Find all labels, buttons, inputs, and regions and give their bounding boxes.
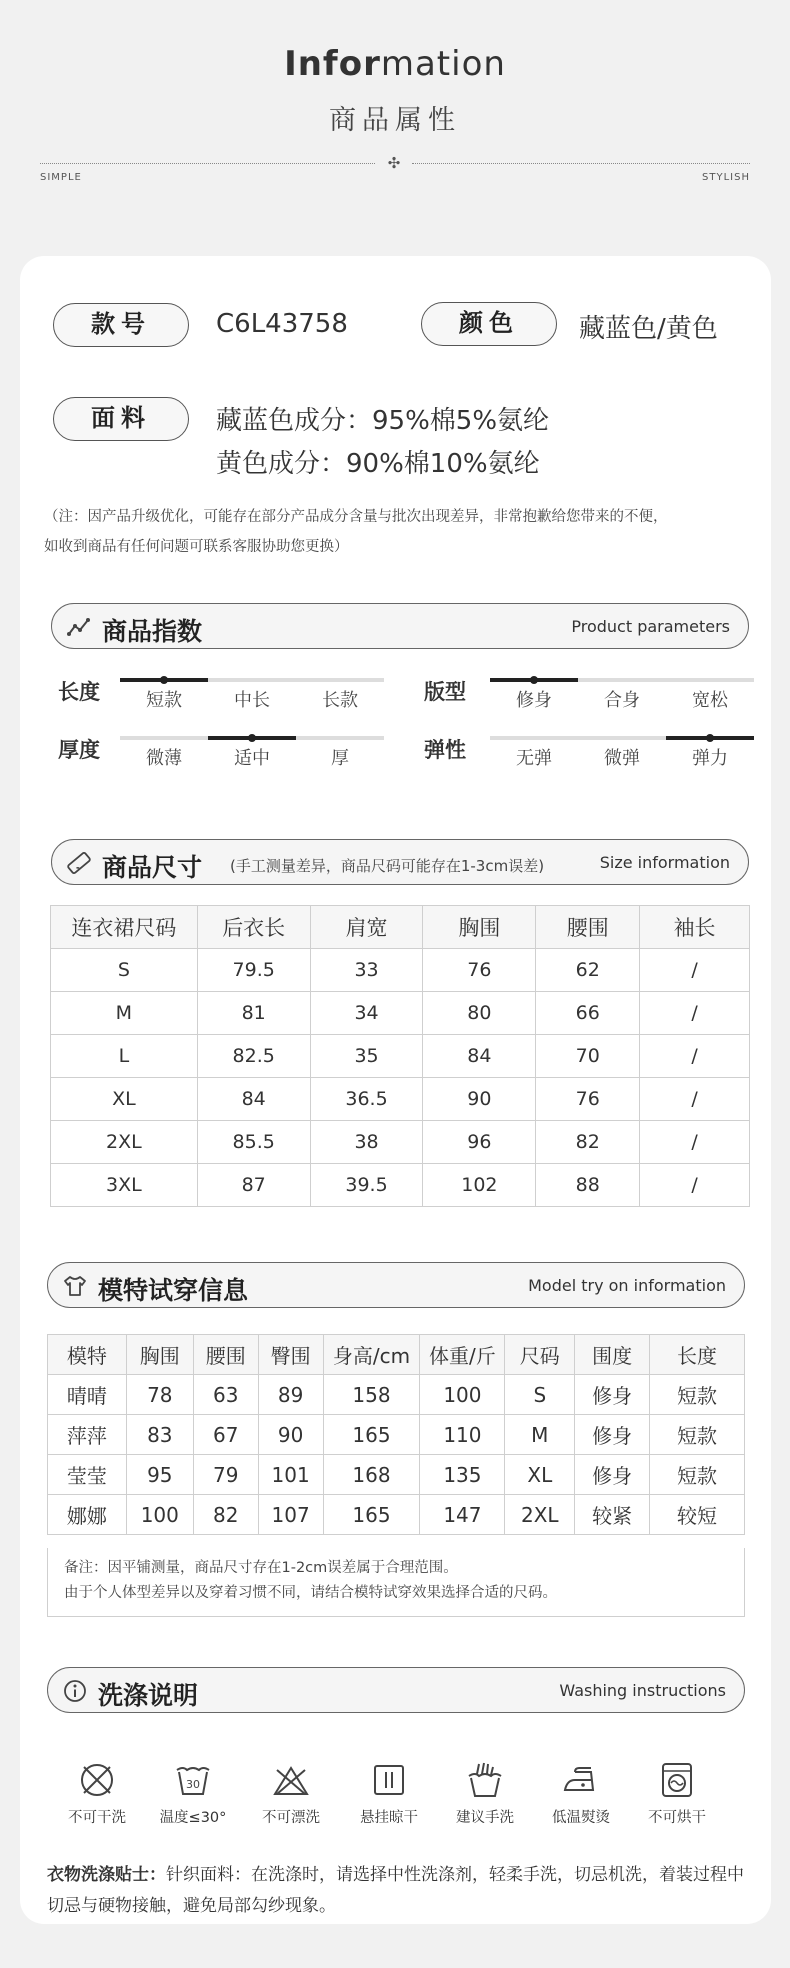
table-cell: 82.5: [197, 1035, 310, 1078]
table-cell: 35: [310, 1035, 423, 1078]
table-cell: 67: [193, 1415, 258, 1455]
table-cell: 90: [423, 1078, 536, 1121]
table-cell: L: [51, 1035, 198, 1078]
table-cell: M: [51, 992, 198, 1035]
table-row: [51, 1035, 750, 1078]
divider-mark-icon: ✣: [387, 154, 401, 172]
table-cell: 39.5: [310, 1164, 423, 1207]
table-cell: 147: [420, 1495, 505, 1535]
table-cell: 2XL: [51, 1121, 198, 1164]
table-header-cell: 腰围: [536, 906, 640, 949]
section-en-title: Size information: [599, 853, 730, 872]
table-row: [51, 1164, 750, 1207]
fabric-line-1: 藏蓝色成分：95%棉5%氨纶: [216, 406, 550, 436]
table-cell: /: [640, 1078, 750, 1121]
table-cell: /: [640, 992, 750, 1035]
remark-line-1: 备注：因平铺测量，商品尺寸存在1-2cm误差属于合理范围。: [64, 1560, 458, 1576]
ruler-icon: [66, 850, 92, 876]
index-option: 微薄: [146, 748, 182, 769]
table-cell: 168: [323, 1455, 420, 1495]
wash-item-hand-wash: [440, 1760, 530, 1827]
size-table: [50, 905, 750, 1207]
table-cell: 短款: [650, 1415, 745, 1455]
code-value: C6L43758: [216, 309, 348, 339]
fabric-line-2: 黄色成分：90%棉10%氨纶: [216, 449, 540, 479]
table-cell: 95: [126, 1455, 193, 1495]
table-cell: 76: [536, 1078, 640, 1121]
table-cell: 79: [193, 1455, 258, 1495]
divider-right: [412, 163, 750, 164]
index-label: 长度: [58, 680, 100, 704]
wash-item-no-tumble-dry: [632, 1760, 722, 1827]
section-model-info: [47, 1262, 745, 1308]
table-cell: 莹莹: [48, 1455, 127, 1495]
index-option: 宽松: [692, 690, 728, 711]
table-header-cell: 腰围: [193, 1335, 258, 1375]
page-title: [0, 44, 790, 84]
table-row: [51, 1121, 750, 1164]
color-value: 藏蓝色/黄色: [579, 314, 718, 344]
wash-label: 不可烘干: [648, 1810, 706, 1826]
table-cell: M: [505, 1415, 575, 1455]
section-en-title: Product parameters: [571, 617, 730, 636]
section-title: 商品尺寸: [102, 853, 203, 882]
table-cell: 80: [423, 992, 536, 1035]
fabric-label: 面料: [53, 397, 189, 441]
index-label: 版型: [424, 680, 466, 704]
table-header-row: [48, 1335, 745, 1375]
table-cell: S: [51, 949, 198, 992]
simple-tag: SIMPLE: [40, 172, 82, 183]
info-icon: [62, 1678, 88, 1704]
table-cell: 76: [423, 949, 536, 992]
table-cell: XL: [51, 1078, 198, 1121]
color-label: 颜色: [421, 302, 557, 346]
index-marker-dot: [706, 734, 714, 742]
table-cell: /: [640, 949, 750, 992]
table-cell: 36.5: [310, 1078, 423, 1121]
table-cell: 83: [126, 1415, 193, 1455]
table-cell: 85.5: [197, 1121, 310, 1164]
table-cell: 88: [536, 1164, 640, 1207]
wash-item-no-bleach: [246, 1760, 336, 1827]
index-option: 长款: [322, 690, 358, 711]
remark-line-2: 由于个人体型差异以及穿着习惯不同，请结合模特试穿效果选择合适的尺码。: [64, 1585, 557, 1601]
table-cell: /: [640, 1164, 750, 1207]
code-label: 款号: [53, 303, 189, 347]
wash-label: 不可干洗: [68, 1810, 126, 1826]
table-cell: 165: [323, 1495, 420, 1535]
table-row: [51, 1078, 750, 1121]
table-cell: 萍萍: [48, 1415, 127, 1455]
table-cell: XL: [505, 1455, 575, 1495]
wash-item-temp-30: [148, 1760, 238, 1827]
table-cell: 79.5: [197, 949, 310, 992]
table-header-cell: 模特: [48, 1335, 127, 1375]
table-cell: 135: [420, 1455, 505, 1495]
wash-item-no-dry-clean: [52, 1760, 142, 1827]
table-cell: 62: [536, 949, 640, 992]
wash-tip: [47, 1860, 753, 1922]
table-cell: 38: [310, 1121, 423, 1164]
section-product-parameters: [51, 603, 749, 649]
index-label: 厚度: [58, 738, 100, 762]
no-bleach-icon: [271, 1760, 311, 1800]
index-option: 适中: [234, 748, 270, 769]
table-cell: 33: [310, 949, 423, 992]
table-cell: 82: [193, 1495, 258, 1535]
table-cell: 102: [423, 1164, 536, 1207]
page-subtitle: 商品属性: [329, 105, 461, 136]
index-option: 中长: [234, 690, 270, 711]
divider-left: [40, 163, 375, 164]
table-cell: 63: [193, 1375, 258, 1415]
wash-label: 不可漂洗: [262, 1810, 320, 1826]
table-cell: 修身: [575, 1415, 650, 1455]
title-light: mation: [380, 44, 506, 84]
index-marker-dot: [248, 734, 256, 742]
index-marker-dot: [530, 676, 538, 684]
table-cell: S: [505, 1375, 575, 1415]
table-cell: 短款: [650, 1375, 745, 1415]
index-label: 弹性: [424, 738, 466, 762]
table-cell: 96: [423, 1121, 536, 1164]
wash-tip-label: 衣物洗涤贴士：: [47, 1865, 166, 1885]
index-option: 弹力: [692, 748, 728, 769]
wash-label: 温度≤30°: [159, 1810, 227, 1826]
title-bold: Infor: [284, 44, 381, 84]
table-row: [48, 1375, 745, 1415]
table-cell: 82: [536, 1121, 640, 1164]
wash-label: 低温熨烫: [552, 1810, 610, 1826]
table-cell: 90: [258, 1415, 323, 1455]
table-cell: 70: [536, 1035, 640, 1078]
table-cell: 158: [323, 1375, 420, 1415]
table-header-cell: 胸围: [423, 906, 536, 949]
wash-item-low-iron: [536, 1760, 626, 1827]
table-cell: 修身: [575, 1455, 650, 1495]
wash-label: 悬挂晾干: [360, 1810, 418, 1826]
note-line-1: （注：因产品升级优化，可能存在部分产品成分含量与批次出现差异，非常抱歉给您带来的不便，: [44, 509, 668, 525]
table-header-cell: 后衣长: [197, 906, 310, 949]
index-option: 合身: [604, 690, 640, 711]
table-cell: 81: [197, 992, 310, 1035]
section-note: (手工测量差异，商品尺码可能存在1-3cm误差): [230, 857, 545, 875]
section-washing-instructions: [47, 1667, 745, 1713]
table-cell: 娜娜: [48, 1495, 127, 1535]
section-size-information: [51, 839, 749, 885]
table-row: [48, 1415, 745, 1455]
section-title: 洗涤说明: [98, 1681, 199, 1710]
table-header-cell: 胸围: [126, 1335, 193, 1375]
table-cell: 较紧: [575, 1495, 650, 1535]
no-tumble-dry-icon: [657, 1760, 697, 1800]
index-option: 微弹: [604, 748, 640, 769]
wash-tip-text: 针织面料：在洗涤时，请选择中性洗涤剂，轻柔手洗，切忌机洗，着装过程中切忌与硬物接触，避免局部勾纱现象。: [47, 1865, 744, 1916]
wash-30-icon: [173, 1760, 213, 1800]
table-cell: 66: [536, 992, 640, 1035]
shirt-icon: [62, 1273, 88, 1299]
table-header-cell: 尺码: [505, 1335, 575, 1375]
section-title: 商品指数: [102, 617, 203, 646]
table-row: [48, 1495, 745, 1535]
table-header-cell: 袖长: [640, 906, 750, 949]
table-cell: 84: [197, 1078, 310, 1121]
table-cell: 165: [323, 1415, 420, 1455]
table-cell: 100: [126, 1495, 193, 1535]
model-table: [47, 1334, 745, 1535]
index-option: 修身: [516, 690, 552, 711]
table-cell: 34: [310, 992, 423, 1035]
hang-dry-icon: [369, 1760, 409, 1800]
table-cell: 晴晴: [48, 1375, 127, 1415]
table-cell: 较短: [650, 1495, 745, 1535]
index-option: 厚: [331, 748, 349, 769]
table-cell: 2XL: [505, 1495, 575, 1535]
table-cell: 84: [423, 1035, 536, 1078]
table-cell: 3XL: [51, 1164, 198, 1207]
table-header-cell: 长度: [650, 1335, 745, 1375]
table-header-cell: 身高/cm: [323, 1335, 420, 1375]
table-header-cell: 体重/斤: [420, 1335, 505, 1375]
table-cell: 78: [126, 1375, 193, 1415]
section-title: 模特试穿信息: [98, 1276, 249, 1305]
table-cell: /: [640, 1121, 750, 1164]
table-header-cell: 肩宽: [310, 906, 423, 949]
wash-item-hang-dry: [344, 1760, 434, 1827]
section-en-title: Washing instructions: [559, 1681, 726, 1700]
table-header-row: [51, 906, 750, 949]
index-option: 短款: [146, 690, 182, 711]
table-row: [51, 949, 750, 992]
table-header-cell: 臀围: [258, 1335, 323, 1375]
table-row: [48, 1455, 745, 1495]
wash-label: 建议手洗: [456, 1810, 514, 1826]
fabric-note: [44, 502, 744, 562]
low-iron-icon: [561, 1760, 601, 1800]
table-header-cell: 围度: [575, 1335, 650, 1375]
table-cell: 107: [258, 1495, 323, 1535]
section-en-title: Model try on information: [528, 1276, 726, 1295]
hand-wash-icon: [465, 1760, 505, 1800]
index-marker-dot: [160, 676, 168, 684]
table-cell: 87: [197, 1164, 310, 1207]
no-dry-clean-icon: [77, 1760, 117, 1800]
trend-line-icon: [66, 614, 92, 640]
table-cell: 89: [258, 1375, 323, 1415]
table-cell: /: [640, 1035, 750, 1078]
table-cell: 短款: [650, 1455, 745, 1495]
wash-temp-badge: 30: [186, 1778, 200, 1791]
index-option: 无弹: [516, 748, 552, 769]
model-remark: [47, 1548, 745, 1617]
table-cell: 110: [420, 1415, 505, 1455]
table-row: [51, 992, 750, 1035]
note-line-2: 如收到商品有任何问题可联系客服协助您更换）: [44, 539, 349, 555]
table-cell: 101: [258, 1455, 323, 1495]
table-cell: 修身: [575, 1375, 650, 1415]
stylish-tag: STYLISH: [702, 172, 750, 183]
table-header-cell: 连衣裙尺码: [51, 906, 198, 949]
table-cell: 100: [420, 1375, 505, 1415]
